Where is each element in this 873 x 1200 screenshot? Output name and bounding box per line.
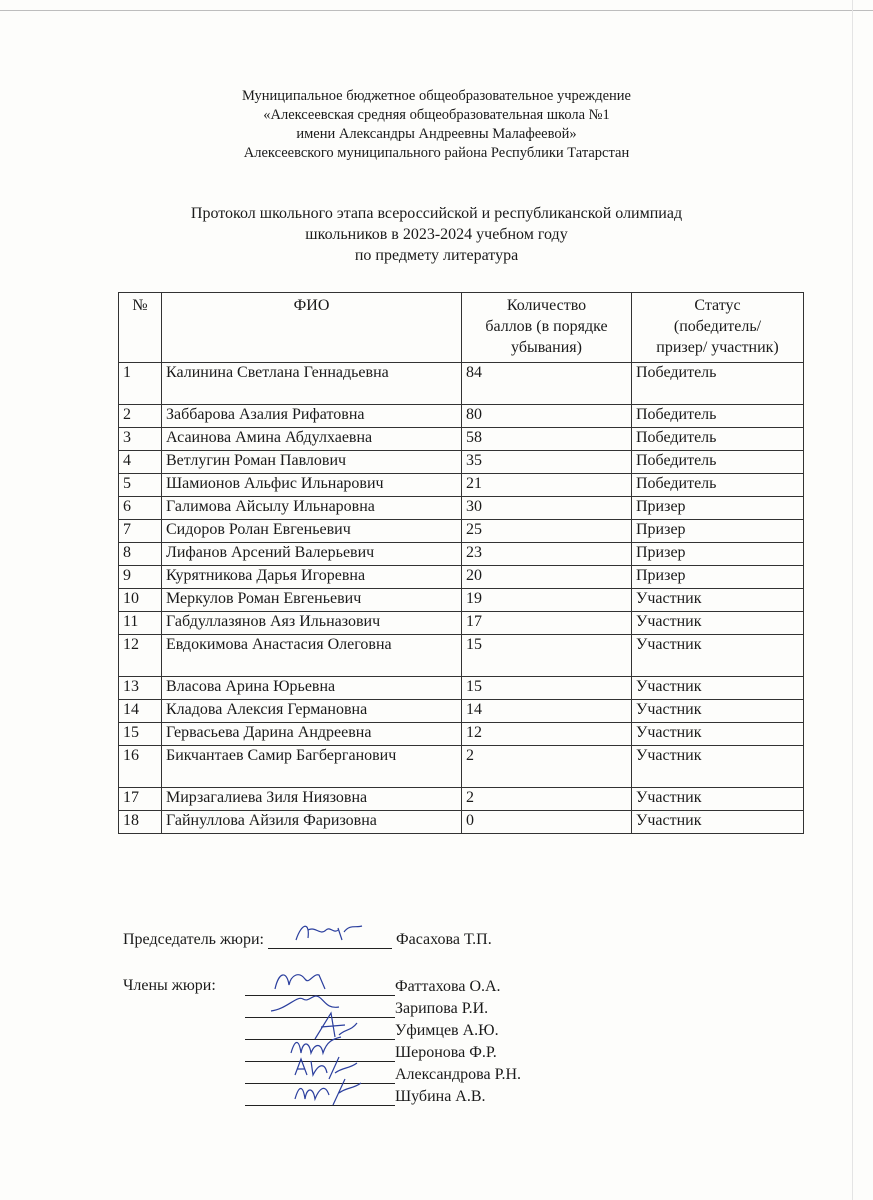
- table-row: [119, 428, 804, 451]
- cell-name: Мирзагалиева Зиля Ниязовна: [162, 788, 462, 811]
- cell-score: 21: [462, 474, 632, 497]
- cell-status: Победитель: [632, 428, 804, 451]
- header-status: [632, 293, 804, 363]
- header-score-line: баллов (в порядке: [485, 318, 608, 335]
- cell-num: 16: [119, 746, 162, 788]
- cell-score: 12: [462, 723, 632, 746]
- cell-num: 11: [119, 612, 162, 635]
- cell-num: 3: [119, 428, 162, 451]
- cell-name: Меркулов Роман Евгеньевич: [162, 589, 462, 612]
- header-score-line: Количество: [506, 297, 587, 314]
- header-status-line: (победитель/: [673, 318, 762, 335]
- cell-name: Шамионов Альфис Ильнарович: [162, 474, 462, 497]
- table-row: [119, 405, 804, 428]
- chair-name: Фасахова Т.П.: [396, 931, 492, 948]
- cell-score: 19: [462, 589, 632, 612]
- cell-score: 20: [462, 566, 632, 589]
- cell-score: 35: [462, 451, 632, 474]
- cell-status: Победитель: [632, 451, 804, 474]
- document-title: [0, 203, 873, 266]
- members-label: Члены жюри:: [123, 977, 216, 994]
- member-signature-row: [245, 1021, 499, 1043]
- cell-status: Участник: [632, 612, 804, 635]
- cell-status: Участник: [632, 788, 804, 811]
- cell-score: 23: [462, 543, 632, 566]
- cell-status: Участник: [632, 723, 804, 746]
- table-row: [119, 677, 804, 700]
- cell-score: 14: [462, 700, 632, 723]
- header-score-line: убывания): [511, 339, 582, 356]
- cell-name: Евдокимова Анастасия Олеговна: [162, 635, 462, 677]
- cell-score: 58: [462, 428, 632, 451]
- member-name: Шеронова Ф.Р.: [395, 1044, 497, 1061]
- cell-num: 14: [119, 700, 162, 723]
- table-row: [119, 635, 804, 677]
- table-header-row: [119, 293, 804, 363]
- chair-label: Председатель жюри:: [123, 931, 264, 948]
- header-num: №: [119, 293, 162, 363]
- school-header: [0, 87, 873, 163]
- member-signature-row: [245, 1087, 486, 1109]
- member-name: Уфимцев А.Ю.: [395, 1022, 499, 1039]
- cell-num: 18: [119, 811, 162, 834]
- table-row: [119, 474, 804, 497]
- scan-edge-line: [852, 0, 853, 1200]
- cell-name: Асаинова Амина Абдулхаевна: [162, 428, 462, 451]
- cell-score: 0: [462, 811, 632, 834]
- table-row: [119, 543, 804, 566]
- cell-num: 9: [119, 566, 162, 589]
- cell-status: Призер: [632, 566, 804, 589]
- cell-score: 84: [462, 363, 632, 405]
- cell-num: 2: [119, 405, 162, 428]
- table-row: [119, 612, 804, 635]
- cell-score: 2: [462, 746, 632, 788]
- table-row: [119, 497, 804, 520]
- table-row: [119, 589, 804, 612]
- header-status-line: Статус: [694, 297, 741, 314]
- cell-score: 25: [462, 520, 632, 543]
- signature-line: [268, 930, 392, 949]
- cell-num: 7: [119, 520, 162, 543]
- table-row: [119, 788, 804, 811]
- title-line: школьников в 2023-2024 учебном году: [305, 226, 568, 243]
- cell-name: Заббарова Азалия Рифатовна: [162, 405, 462, 428]
- cell-name: Калинина Светлана Геннадьевна: [162, 363, 462, 405]
- cell-num: 12: [119, 635, 162, 677]
- signature-scribble: [276, 918, 376, 948]
- cell-score: 30: [462, 497, 632, 520]
- cell-status: Призер: [632, 520, 804, 543]
- table-row: [119, 451, 804, 474]
- scan-edge-line: [0, 10, 873, 11]
- cell-name: Сидоров Ролан Евгеньевич: [162, 520, 462, 543]
- school-header-line: «Алексеевская средняя общеобразовательная школа №1: [263, 107, 610, 123]
- cell-name: Лифанов Арсений Валерьевич: [162, 543, 462, 566]
- member-name: Александрова Р.Н.: [395, 1066, 522, 1083]
- cell-score: 15: [462, 635, 632, 677]
- cell-num: 15: [119, 723, 162, 746]
- cell-name: Власова Арина Юрьевна: [162, 677, 462, 700]
- cell-num: 4: [119, 451, 162, 474]
- table-row: [119, 811, 804, 834]
- member-name: Фаттахова О.А.: [395, 978, 501, 995]
- school-header-line: Алексеевского муниципального района Республики Татарстан: [243, 145, 630, 161]
- school-header-line: Муниципальное бюджетное общеобразовательное учреждение: [242, 88, 631, 104]
- cell-status: Призер: [632, 543, 804, 566]
- cell-name: Галимова Айсылу Ильнаровна: [162, 497, 462, 520]
- cell-num: 17: [119, 788, 162, 811]
- cell-status: Участник: [632, 589, 804, 612]
- table-row: [119, 520, 804, 543]
- cell-status: Участник: [632, 811, 804, 834]
- table-row: [119, 700, 804, 723]
- table-row: [119, 723, 804, 746]
- title-line: по предмету литература: [354, 247, 519, 264]
- table-row: [119, 746, 804, 788]
- cell-num: 1: [119, 363, 162, 405]
- cell-score: 15: [462, 677, 632, 700]
- cell-name: Курятникова Дарья Игоревна: [162, 566, 462, 589]
- cell-num: 13: [119, 677, 162, 700]
- cell-name: Кладова Алексия Германовна: [162, 700, 462, 723]
- cell-status: Победитель: [632, 474, 804, 497]
- cell-status: Участник: [632, 635, 804, 677]
- cell-status: Участник: [632, 677, 804, 700]
- cell-status: Призер: [632, 497, 804, 520]
- member-name: Зарипова Р.И.: [395, 1000, 489, 1017]
- cell-num: 10: [119, 589, 162, 612]
- cell-num: 8: [119, 543, 162, 566]
- member-signature-row: [245, 1065, 521, 1087]
- header-score: [462, 293, 632, 363]
- table-row: [119, 566, 804, 589]
- cell-num: 6: [119, 497, 162, 520]
- results-table: [118, 292, 804, 834]
- cell-name: Гайнуллова Айзиля Фаризовна: [162, 811, 462, 834]
- cell-name: Ветлугин Роман Павлович: [162, 451, 462, 474]
- member-signature-row: [245, 1043, 497, 1065]
- signature-line: [245, 1087, 395, 1106]
- member-name: Шубина А.В.: [395, 1088, 486, 1105]
- cell-status: Участник: [632, 746, 804, 788]
- chair-signature-row: [123, 930, 492, 949]
- cell-name: Гервасьева Дарина Андреевна: [162, 723, 462, 746]
- cell-score: 80: [462, 405, 632, 428]
- cell-name: Бикчантаев Самир Багберганович: [162, 746, 462, 788]
- cell-num: 5: [119, 474, 162, 497]
- cell-status: Победитель: [632, 363, 804, 405]
- signature-scribble: [289, 1075, 369, 1109]
- cell-status: Победитель: [632, 405, 804, 428]
- school-header-line: имени Александры Андреевны Малафеевой»: [296, 126, 577, 142]
- cell-score: 2: [462, 788, 632, 811]
- cell-score: 17: [462, 612, 632, 635]
- member-signature-row: [245, 999, 488, 1021]
- cell-name: Габдуллазянов Аяз Ильназович: [162, 612, 462, 635]
- header-status-line: призер/ участник): [656, 339, 779, 356]
- table-row: [119, 363, 804, 405]
- header-name: ФИО: [162, 293, 462, 363]
- cell-status: Участник: [632, 700, 804, 723]
- title-line: Протокол школьного этапа всероссийской и республиканской олимпиад: [190, 205, 683, 222]
